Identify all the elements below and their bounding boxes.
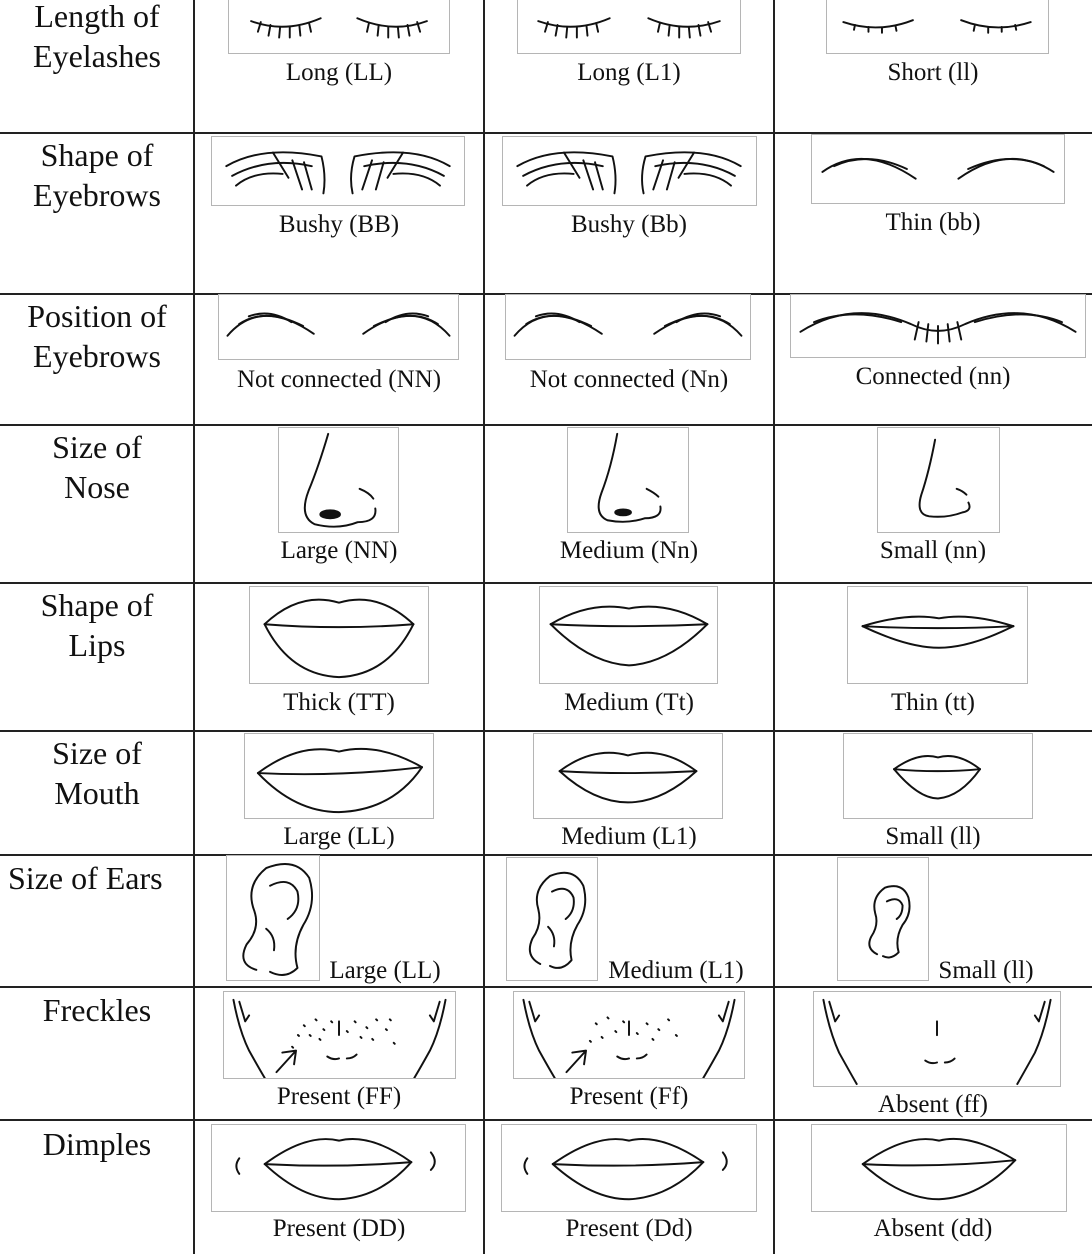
caption-eyelashes-2: Long (L1): [577, 59, 681, 86]
caption-eyebrow-position-2: Not connected (Nn): [529, 366, 729, 393]
trait-label-freckles: Freckles: [42, 992, 152, 1028]
caption-eyebrow-shape-3: Thin (bb): [885, 209, 981, 236]
caption-eyebrow-position-1: Not connected (NN): [236, 366, 442, 393]
caption-eyebrow-shape-2: Bushy (Bb): [571, 211, 687, 238]
nose-medium-illustration: [567, 427, 689, 533]
eyelashes-long-illustration: [228, 0, 450, 54]
nose-small-illustration: [877, 427, 1000, 533]
dimples-present-illustration-2: [501, 1124, 757, 1212]
lips-medium-illustration: [539, 586, 718, 684]
caption-ears-3: Small (ll): [938, 957, 1034, 984]
freckles-present-illustration: [223, 991, 456, 1079]
caption-nose-2: Medium (Nn): [559, 537, 699, 564]
trait-label-ears: Size of Ears: [8, 860, 163, 896]
eyebrows-thin-illustration: [811, 134, 1065, 204]
trait-label-eyebrow-shape: Shape of Eyebrows: [33, 137, 161, 213]
caption-eyebrow-shape-1: Bushy (BB): [278, 211, 400, 238]
eyelashes-short-illustration: [826, 0, 1049, 54]
caption-mouth-2: Medium (L1): [561, 823, 697, 850]
caption-freckles-2: Present (Ff): [569, 1083, 689, 1110]
mouth-medium-illustration: [533, 733, 723, 819]
caption-mouth-1: Large (LL): [283, 823, 395, 850]
nose-large-illustration: [278, 427, 399, 533]
caption-lips-1: Thick (TT): [283, 689, 395, 716]
caption-dimples-1: Present (DD): [272, 1215, 406, 1242]
ear-large-illustration: [226, 855, 320, 981]
caption-lips-2: Medium (Tt): [564, 689, 694, 716]
eyebrows-connected-illustration: [790, 294, 1086, 358]
ear-small-illustration: [837, 857, 929, 981]
lips-thick-illustration: [249, 586, 429, 684]
lips-thin-illustration: [847, 586, 1028, 684]
eyebrows-bushy-illustration-2: [502, 136, 757, 206]
trait-label-nose: Size of Nose: [52, 429, 142, 505]
freckles-absent-illustration: [813, 991, 1061, 1087]
caption-freckles-3: Absent (ff): [878, 1091, 988, 1118]
caption-mouth-3: Small (ll): [885, 823, 981, 850]
mouth-large-illustration: [244, 733, 434, 819]
caption-eyebrow-position-3: Connected (nn): [855, 363, 1011, 390]
mouth-small-illustration: [843, 733, 1033, 819]
caption-ears-2: Medium (L1): [608, 957, 744, 984]
dimples-present-illustration: [211, 1124, 466, 1212]
trait-label-eyebrow-position: Position of Eyebrows: [27, 298, 167, 374]
trait-label-dimples: Dimples: [42, 1126, 152, 1162]
caption-lips-3: Thin (tt): [890, 689, 975, 716]
eyebrows-bushy-illustration: [211, 136, 465, 206]
caption-freckles-1: Present (FF): [276, 1083, 402, 1110]
caption-dimples-3: Absent (dd): [873, 1215, 993, 1242]
eyebrows-not-connected-illustration: [218, 294, 459, 360]
eyelashes-long-illustration-2: [517, 0, 741, 54]
caption-nose-3: Small (nn): [879, 537, 987, 564]
caption-nose-1: Large (NN): [280, 537, 398, 564]
eyebrows-not-connected-illustration-2: [505, 294, 751, 360]
freckles-present-illustration-2: [513, 991, 745, 1079]
ear-medium-illustration: [506, 857, 598, 981]
caption-ears-1: Large (LL): [329, 957, 441, 984]
trait-label-mouth: Size of Mouth: [52, 735, 142, 811]
caption-dimples-2: Present (Dd): [565, 1215, 693, 1242]
trait-label-eyelashes: Length of Eyelashes: [33, 0, 161, 74]
trait-label-lips: Shape of Lips: [40, 587, 154, 663]
caption-eyelashes-1: Long (LL): [285, 59, 393, 86]
dimples-absent-illustration: [811, 1124, 1067, 1212]
caption-eyelashes-3: Short (ll): [887, 59, 979, 86]
